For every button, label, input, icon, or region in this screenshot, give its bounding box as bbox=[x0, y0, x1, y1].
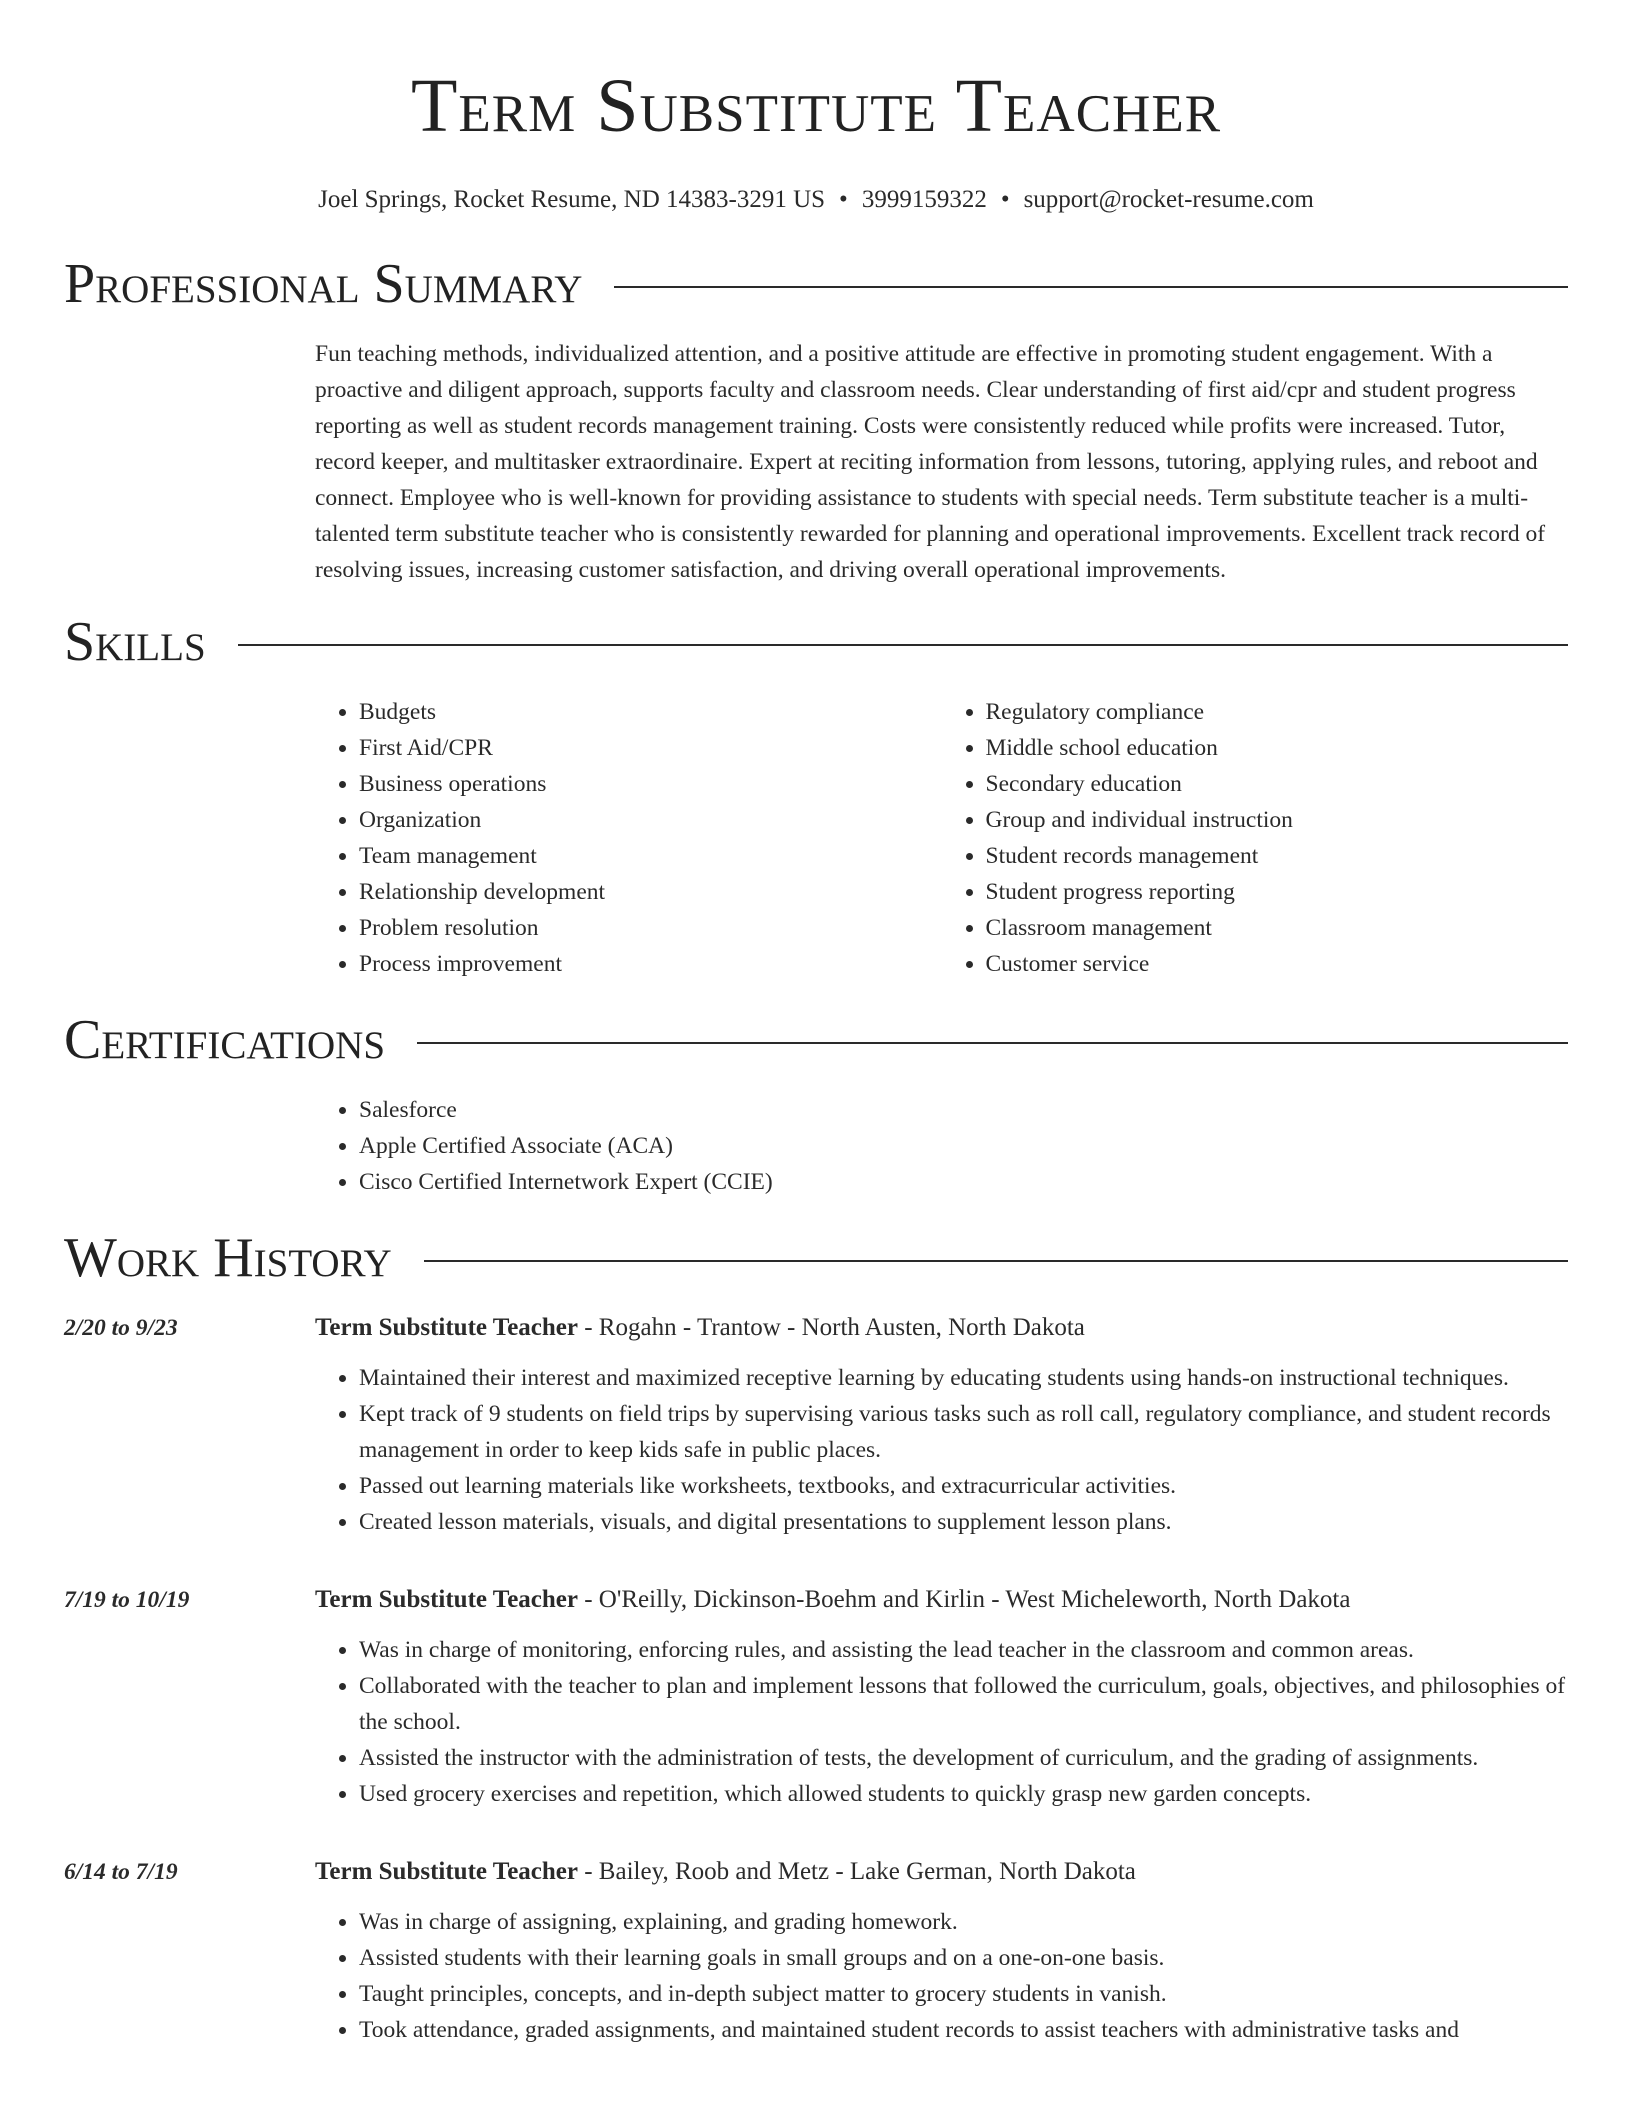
job-entry bbox=[64, 1582, 1568, 1812]
certification-item: • Cisco Certified Internetwork Expert (CCIE) bbox=[359, 1164, 1568, 1200]
section-divider bbox=[614, 286, 1568, 288]
certifications-section-header bbox=[64, 1008, 1568, 1072]
job-bullet: • Assisted the instructor with the administration of tests, the development of curriculum, and the grading of assignments. bbox=[359, 1740, 1568, 1776]
resume-title: Term Substitute Teacher bbox=[410, 64, 1222, 148]
section-divider bbox=[424, 1260, 1568, 1262]
skill-item: • Customer service bbox=[986, 946, 1569, 982]
job-title-line bbox=[315, 1854, 1568, 1890]
job-bullet: • Collaborated with the teacher to plan and implement lessons that followed the curriculum, goals, objectives, and philosophies of the school. bbox=[359, 1668, 1568, 1740]
job-bullet: • Was in charge of assigning, explaining, and grading homework. bbox=[359, 1904, 1568, 1940]
job-bullet: • Took attendance, graded assignments, and maintained student records to assist teachers with administrative tasks and bbox=[359, 2012, 1568, 2048]
skill-item: • Middle school education bbox=[986, 730, 1569, 766]
skill-item: • Secondary education bbox=[986, 766, 1569, 802]
job-employer: - Bailey, Roob and Metz - Lake German, North Dakota bbox=[577, 1858, 1136, 1885]
job-bullets bbox=[315, 1360, 1568, 1540]
skills-column-right bbox=[942, 694, 1569, 982]
job-bullet: • Passed out learning materials like worksheets, textbooks, and extracurricular activities. bbox=[359, 1468, 1568, 1504]
skill-item: • First Aid/CPR bbox=[359, 730, 942, 766]
job-bullet: • Kept track of 9 students on field trips by supervising various tasks such as roll call, regulatory compliance, and student records management in order to keep kids safe in public places. bbox=[359, 1396, 1568, 1468]
job-bullet: • Maintained their interest and maximized receptive learning by educating students using hands-on instructional techniques. bbox=[359, 1360, 1568, 1396]
job-role: Term Substitute Teacher bbox=[315, 1858, 578, 1885]
resume-page bbox=[64, 0, 1568, 2048]
section-divider bbox=[417, 1042, 1568, 1044]
job-entry bbox=[64, 1854, 1568, 2048]
summary-heading: Professional Summary bbox=[64, 253, 583, 315]
skills-heading: Skills bbox=[64, 611, 206, 673]
skill-item: • Regulatory compliance bbox=[986, 694, 1569, 730]
skill-item: • Group and individual instruction bbox=[986, 802, 1569, 838]
job-entry bbox=[64, 1310, 1568, 1540]
job-employer: - Rogahn - Trantow - North Austen, North Dakota bbox=[577, 1314, 1085, 1341]
certification-item: • Salesforce bbox=[359, 1092, 1568, 1128]
skill-item: • Classroom management bbox=[986, 910, 1569, 946]
skill-item: • Budgets bbox=[359, 694, 942, 730]
skill-item: • Business operations bbox=[359, 766, 942, 802]
skill-item: • Process improvement bbox=[359, 946, 942, 982]
job-bullet: • Created lesson materials, visuals, and digital presentations to supplement lesson plans. bbox=[359, 1504, 1568, 1540]
job-role: Term Substitute Teacher bbox=[315, 1314, 578, 1341]
contact-separator: • bbox=[1000, 186, 1010, 213]
summary-section-header bbox=[64, 252, 1568, 316]
job-title-line bbox=[315, 1310, 1568, 1346]
job-bullets bbox=[315, 1632, 1568, 1812]
job-detail bbox=[315, 1310, 1568, 1540]
job-bullet: • Used grocery exercises and repetition, which allowed students to quickly grasp new garden concepts. bbox=[359, 1776, 1568, 1812]
certifications-heading: Certifications bbox=[64, 1009, 386, 1071]
skills-list bbox=[315, 694, 1568, 982]
work-heading: Work History bbox=[64, 1227, 392, 1289]
skill-item: • Student progress reporting bbox=[986, 874, 1569, 910]
skills-section-header bbox=[64, 610, 1568, 674]
skill-item: • Organization bbox=[359, 802, 942, 838]
job-dates: 7/19 to 10/19 bbox=[64, 1587, 190, 1613]
certification-item: • Apple Certified Associate (ACA) bbox=[359, 1128, 1568, 1164]
job-bullet: • Was in charge of monitoring, enforcing rules, and assisting the lead teacher in the classroom and common areas. bbox=[359, 1632, 1568, 1668]
summary-text: Fun teaching methods, individualized attention, and a positive attitude are effective in promoting student engagement. With a proactive and diligent approach, supports faculty and classroom needs. Clear understanding of first aid/cpr and student progress reporting as well as student records management training. Costs were consistently reduced while profits were increased. Tutor, record keeper, and multitasker extraordinaire. Expert at reciting information from lessons, tutoring, applying rules, and reboot and connect. Employee who is well-known for providing assistance to students with special needs. Term substitute teacher is a multi-talented term substitute teacher who is consistently rewarded for planning and operational improvements. Excellent track record of resolving issues, increasing customer satisfaction, and driving overall operational improvements. bbox=[315, 341, 1546, 583]
job-detail bbox=[315, 1582, 1568, 1812]
contact-email: support@rocket-resume.com bbox=[1023, 186, 1314, 213]
job-title-line bbox=[315, 1582, 1568, 1618]
contact-phone: 3999159322 bbox=[861, 186, 987, 213]
job-role: Term Substitute Teacher bbox=[315, 1586, 578, 1613]
contact-separator: • bbox=[839, 186, 848, 213]
work-section-header bbox=[64, 1226, 1568, 1290]
contact-line bbox=[64, 184, 1568, 216]
job-bullets bbox=[315, 1904, 1568, 2048]
skill-item: • Team management bbox=[359, 838, 942, 874]
skills-column-left bbox=[315, 694, 942, 982]
job-detail bbox=[315, 1854, 1568, 2048]
contact-address: Joel Springs, Rocket Resume, ND 14383-3291 US bbox=[318, 186, 826, 213]
skill-item: • Relationship development bbox=[359, 874, 942, 910]
certifications-list bbox=[315, 1092, 1568, 1200]
job-dates: 2/20 to 9/23 bbox=[64, 1315, 178, 1341]
job-bullet: • Taught principles, concepts, and in-depth subject matter to grocery students in vanish. bbox=[359, 1976, 1568, 2012]
skill-item: • Problem resolution bbox=[359, 910, 942, 946]
job-employer: - O'Reilly, Dickinson-Boehm and Kirlin - West Micheleworth, North Dakota bbox=[577, 1586, 1351, 1613]
skill-item: • Student records management bbox=[986, 838, 1569, 874]
section-divider bbox=[238, 644, 1568, 646]
job-dates: 6/14 to 7/19 bbox=[64, 1859, 178, 1885]
job-bullet: • Assisted students with their learning goals in small groups and on a one-on-one basis. bbox=[359, 1940, 1568, 1976]
